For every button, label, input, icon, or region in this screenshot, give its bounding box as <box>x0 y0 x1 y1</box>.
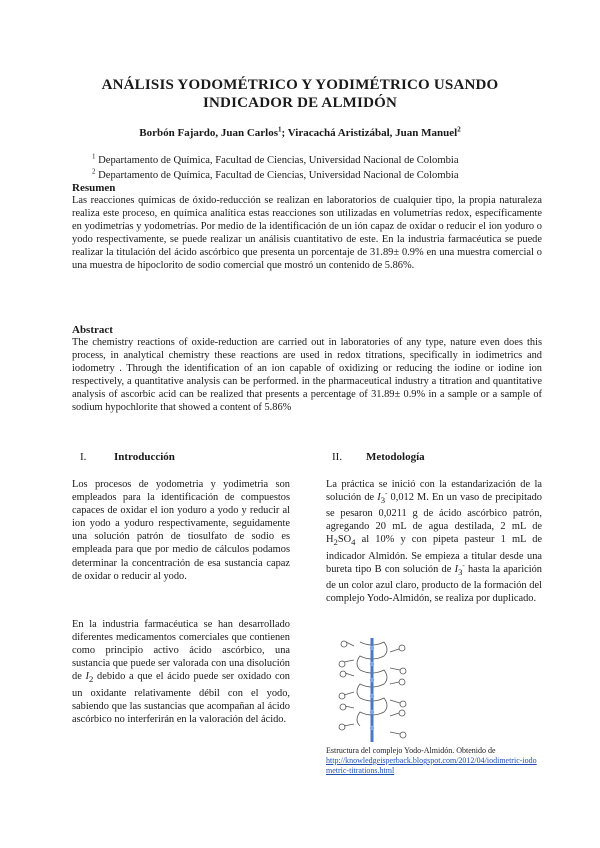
abstract-body: The chemistry reactions of oxide-reduction are carried out in laboratories of any type, nature even does this process, in analytical chemistry these reactions are used in redox titrations, specifically in iodimetrics and iodometry . Through the identification of an ion capable of oxidizing or reducing the iodine or iodine ion respectively, a quantitative analysis can be performed. in the pharmaceutical industry a titration and quantitative analysis of ascorbic acid can be realized that presents a percentage of 31.89± 0.9% in a sample or a sample of sodium hypochlorite that showed a content of 5.86% <box>72 337 542 414</box>
author-2-affil-mark: 2 <box>457 125 461 134</box>
intro-title: Introducción <box>114 451 175 463</box>
author-1: Borbón Fajardo, Juan Carlos <box>139 127 279 139</box>
affiliation-1-mark: 1 <box>92 152 96 161</box>
iodine-starch-complex-figure <box>330 636 426 746</box>
author-2: ; Viracachá Aristizábal, Juan Manuel <box>281 127 458 139</box>
intro-p2-start: En la industria farmacéutica se han desarrollado diferentes medicamentos comerciales que contienen como principio activo ácido ascórbico, una sustancia que puede ser valorada con una disolución de <box>72 619 290 683</box>
h2so4-sub-h: 2 <box>333 537 338 548</box>
metodo-paragraph <box>326 478 542 605</box>
affiliation-2-mark: 2 <box>92 167 96 176</box>
figure-source-link[interactable]: http://knowledgeisperback.blogspot.com/2012/04/iodimetric-iodometric-titrations.html <box>326 756 537 775</box>
metodo-text-d: al 10% y con pipeta pasteur 1 mL de indicador Almidón. Se empieza a titular desde una bureta tipo B con solución de <box>326 534 542 575</box>
abstract-section <box>72 324 542 415</box>
intro-p2-end: debido a que el ácido puede ser oxidado con un oxidante relativamente débil con el yodo, sabiendo que las sustancias que acompañan al ácido ascórbico no interferirán en la valoración del ácido. <box>72 671 291 725</box>
author-list <box>60 127 540 139</box>
iodine-subscript: 2 <box>89 674 94 685</box>
triiodide-sub-2: 3 <box>458 566 463 577</box>
figure-caption <box>326 746 542 776</box>
affiliation-2 <box>92 169 459 182</box>
affiliation-1-text: Departamento de Química, Facultad de Ciencias, Universidad Nacional de Colombia <box>98 155 459 166</box>
resumen-section <box>72 182 542 273</box>
metodo-text-c: SO <box>337 534 352 546</box>
intro-number: I. <box>80 451 87 463</box>
abstract-heading: Abstract <box>72 324 113 336</box>
triiodide-symbol-1: I <box>377 492 381 504</box>
h2so4-sub-o: 4 <box>351 537 356 548</box>
metodo-number: II. <box>332 451 343 463</box>
resumen-body: Las reacciones químicas de óxido-reducción se realizan en laboratorios de cualquier tipo, la propia naturaleza realiza este proceso, en química analítica estas reacciones son utilizadas en volumetrías redox, específicamente en yodimetrías y yodometrías. Por medio de la identificación de un ión capaz de oxidar o reducir el ion yoduro o yodo respectivamente, se puede realizar un análisis cuantitativo de este. En la industria farmacéutica se puede realizar la titulación del ácido ascórbico que presenta un porcentaje de 31.89± 0.9% en una muestra comercial o una muestra de hipoclorito de sodio comercial que mostró un contenido de 5.86%. <box>72 195 542 272</box>
triiodide-sup-1: - <box>385 489 388 498</box>
metodo-text-a: La práctica se inició con la estandarización de la solución de <box>326 479 542 504</box>
triiodide-sup-2: - <box>462 561 465 570</box>
affiliation-2-text: Departamento de Química, Facultad de Ciencias, Universidad Nacional de Colombia <box>98 170 459 181</box>
metodo-text-b: 0,012 M. En un vaso de precipitado se pesaron 0,0211 g de ácido ascórbico patrón, agregando 20 mL de agua destilada, 2 mL de H <box>326 492 542 546</box>
iodine-symbol: I <box>85 671 89 683</box>
title-line-1: ANÁLISIS YODOMÉTRICO Y YODIMÉTRICO USANDO <box>101 77 499 93</box>
triiodide-symbol-2: I <box>454 563 459 575</box>
metodo-title: Metodología <box>366 451 425 463</box>
metodo-text-e: hasta la aparición de un color azul claro, producto de la formación del complejo Yodo-Almidón, se realiza por duplicado. <box>326 563 542 604</box>
title-line-2: INDICADOR DE ALMIDÓN <box>202 95 397 111</box>
intro-heading <box>72 451 290 463</box>
triiodide-sub-1: 3 <box>380 495 386 506</box>
intro-paragraph-1: Los procesos de yodometria y yodimetria son empleados para la identificación de compuestos capaces de oxidar el ion yoduro a yodo y reducir al ion yodo a yoduro respectivamente, seguidamente una solución patrón de tiosulfato de sodio es empleada para que por medio de cálculos podamos determinar la concentración de esa sustancia capaz de oxidar o reducir al yodo. <box>72 479 290 582</box>
amylose-helix-illustration <box>330 636 426 746</box>
intro-paragraph-2 <box>72 618 290 726</box>
affiliation-1 <box>92 154 459 167</box>
paper-title <box>60 76 540 112</box>
metodo-heading <box>326 451 542 463</box>
figure-caption-text: Estructura del complejo Yodo-Almidón. Obtenido de <box>326 746 496 755</box>
resumen-heading: Resumen <box>72 182 116 194</box>
author-1-affil-mark: 1 <box>278 125 282 134</box>
